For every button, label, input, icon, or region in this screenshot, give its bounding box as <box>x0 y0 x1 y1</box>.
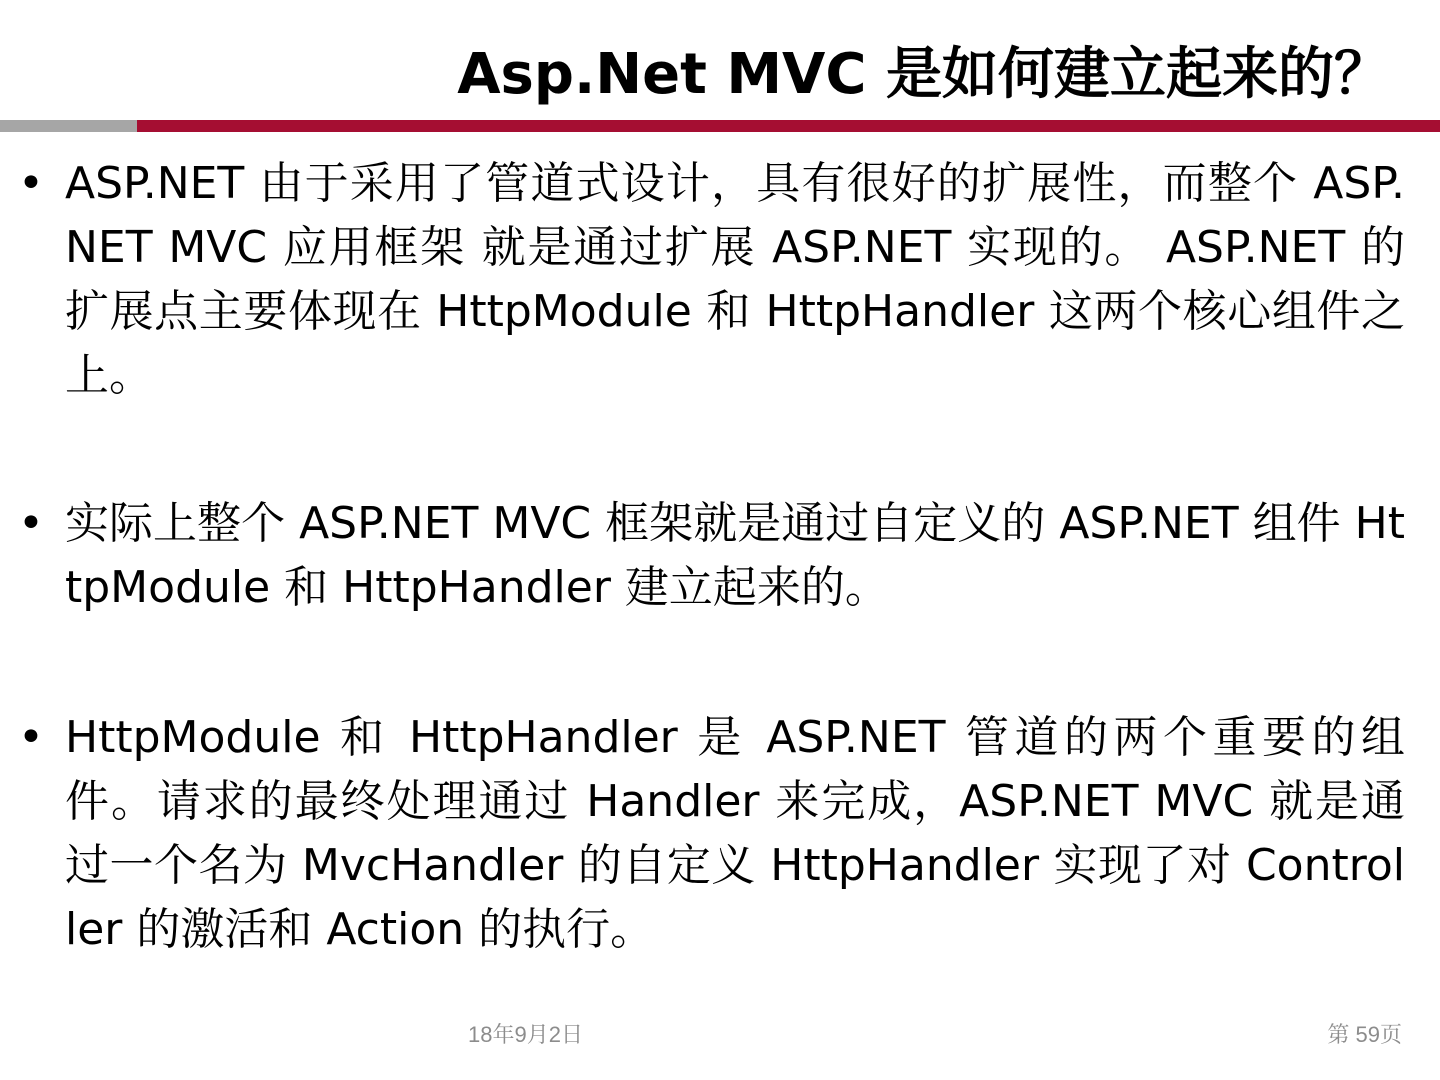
slide-title: Asp.Net MVC 是如何建立起来的？ <box>457 42 1390 107</box>
title-underline-red <box>137 120 1440 132</box>
bullet-text-1: ASP.NET 由于采用了管道式设计，具有很好的扩展性，而整个 ASP.NET MVC 应用框架 就是通过扩展 ASP.NET 实现的。 ASP.NET 的扩展点主要体现在 HttpModule 和 HttpHandler 这两个核心组件之上。 <box>65 158 1405 401</box>
bullet-marker: • <box>18 158 44 209</box>
bullet-marker: • <box>18 712 44 763</box>
footer-page-number: 第 59页 <box>1327 1022 1402 1047</box>
title-underline-gray <box>0 120 137 132</box>
bullet-text-2: 实际上整个 ASP.NET MVC 框架就是通过自定义的 ASP.NET 组件 HttpModule 和 HttpHandler 建立起来的。 <box>65 498 1405 613</box>
bullet-text-3: HttpModule 和 HttpHandler 是 ASP.NET 管道的两个重要的组件。请求的最终处理通过 Handler 来完成，ASP.NET MVC 就是通过一个名为 MvcHandler 的自定义 HttpHandler 实现了对 Controller 的激活和 Action 的执行。 <box>65 712 1405 955</box>
bullet-marker: • <box>18 498 44 549</box>
footer-date: 18年9月2日 <box>468 1022 583 1047</box>
